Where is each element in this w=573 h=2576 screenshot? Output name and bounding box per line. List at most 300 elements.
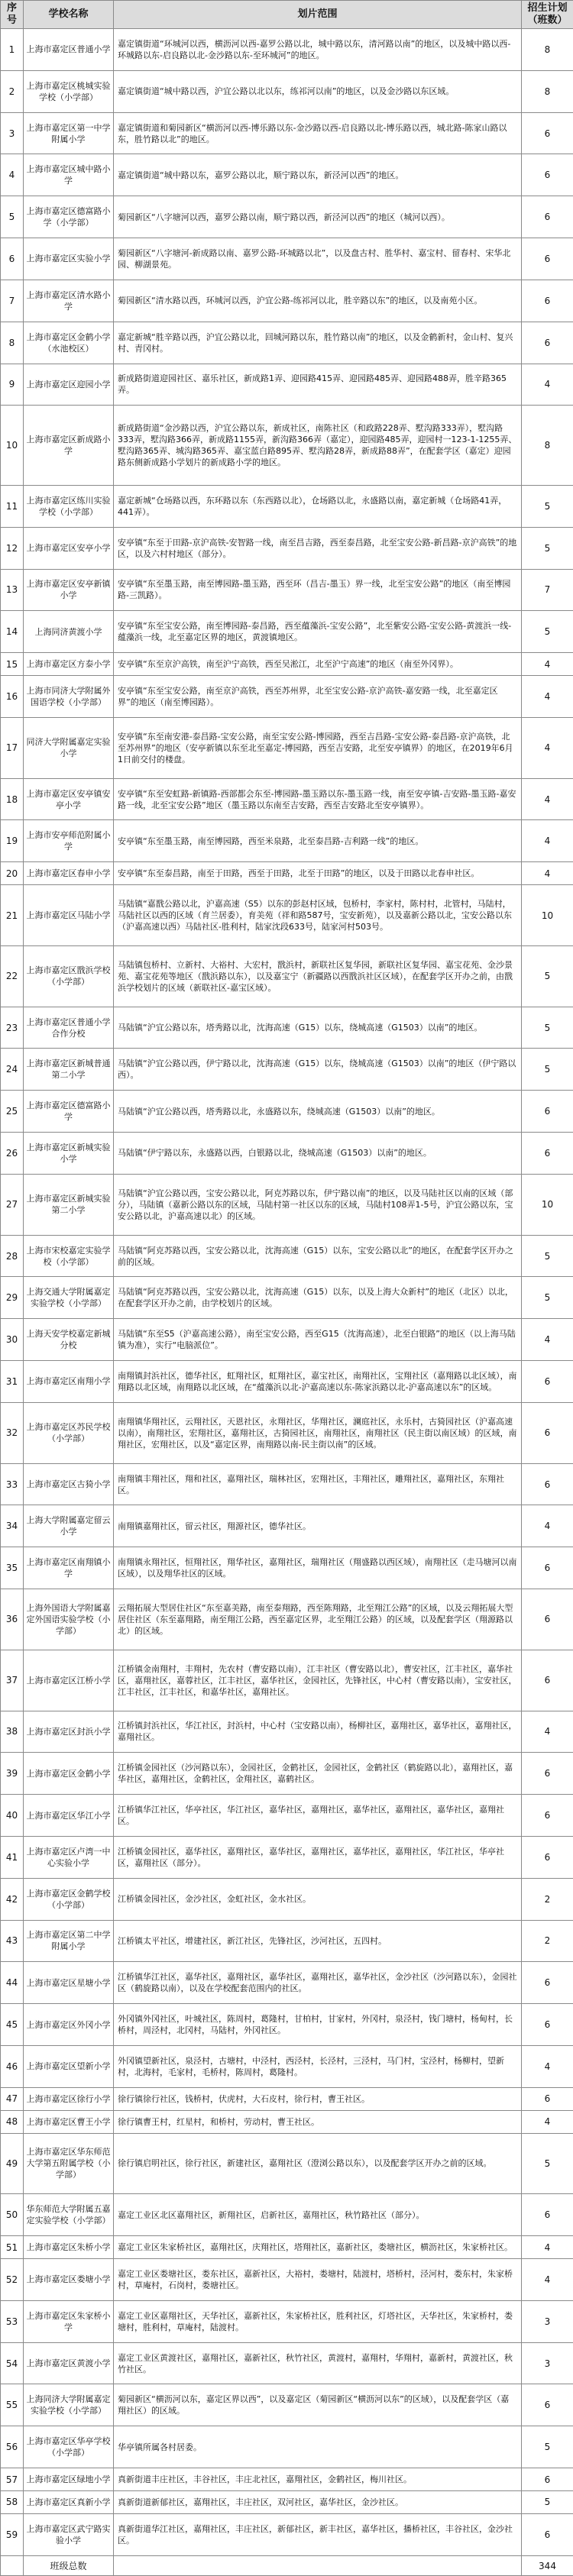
table-row — [1, 1920, 573, 1962]
row-seq: 15 — [1, 653, 24, 676]
row-school-name: 上海市嘉定区马陆小学 — [24, 885, 114, 946]
table-row — [1, 1836, 573, 1878]
row-quota: 5 — [522, 1235, 573, 1277]
table-row — [1, 2300, 573, 2342]
row-school-name: 上海市嘉定区迎园小学 — [24, 364, 114, 406]
table-row — [1, 1049, 573, 1091]
row-seq: 12 — [1, 527, 24, 569]
row-quota: 6 — [522, 238, 573, 280]
row-quota: 6 — [522, 1133, 573, 1175]
row-quota: 4 — [522, 862, 573, 885]
row-seq: 30 — [1, 1319, 24, 1361]
row-quota: 4 — [522, 676, 573, 718]
total-spacer-area — [114, 2556, 522, 2576]
row-school-name: 上海天安学校嘉定新城分校 — [24, 1319, 114, 1361]
row-quota: 6 — [522, 1361, 573, 1403]
row-quota: 6 — [522, 2468, 573, 2491]
row-seq: 14 — [1, 611, 24, 653]
row-seq: 19 — [1, 820, 24, 862]
row-seq: 38 — [1, 1711, 24, 1753]
row-quota: 6 — [522, 2384, 573, 2426]
row-seq: 46 — [1, 2046, 24, 2088]
row-quota: 6 — [522, 1547, 573, 1589]
row-area: 马陆镇“嘉戬公路以北，沪嘉高速（S5）以东的彭赵村区域，包桥村，李家村，陈村村，北管村，马陆村，马陆社区以西的区域（育兰居委），育美苑（祥和路587号，宝安新苑），以及嘉新公路以北，宝安公路以东（沪嘉高速以西）马陆社区-胜利村，陆家沈段633号，陆家河村503号。 — [114, 885, 522, 946]
table-row — [1, 569, 573, 611]
row-quota: 4 — [522, 717, 573, 778]
row-quota: 8 — [522, 29, 573, 71]
row-area: 真新街道新郁社区，嘉翔社区，丰庄社区，双河社区，嘉华社区，金沙社区。 — [114, 2490, 522, 2513]
row-school-name: 上海市嘉定区南翔镇小学 — [24, 1547, 114, 1589]
row-area: 江桥镇金南翔村，丰翔村，先农村（曹安路以南），江丰社区（曹安路以北），曹安社区，江丰社区，嘉华社区，嘉翔社区，嘉蓉社区，江丰社区，嘉华社区，金园社区，先锋社区，中心村（曹安路以南），宝安社区，江丰社区，江丰社区，和嘉华社区，嘉翔社区。 — [114, 1650, 522, 1711]
row-quota: 2 — [522, 1878, 573, 1920]
row-seq: 44 — [1, 1962, 24, 2004]
row-area: 徐行镇启明社区，徐行社区，新建社区，嘉翔社区（澄浏公路以东），以及配套学区开办之前的区域。 — [114, 2133, 522, 2194]
row-quota: 4 — [522, 2236, 573, 2259]
row-quota: 6 — [522, 112, 573, 154]
table-row — [1, 2490, 573, 2513]
row-quota: 5 — [522, 527, 573, 569]
row-quota: 10 — [522, 885, 573, 946]
table-row — [1, 676, 573, 718]
row-area: 马陆镇“沪宜公路以西，宝安公路以北，阿克苏路以东，伊宁路以南”的地区，以及马陆社区以南的区域（部分），马陆镇（嘉新公路以东的区域，马陆村第一社区以东的区域，马陆村108弄1-5号，沪宜公路以东，宝安公路以北，沪嘉高速以北）的区域。 — [114, 1174, 522, 1235]
table-row — [1, 1878, 573, 1920]
row-quota: 6 — [522, 2513, 573, 2555]
row-quota: 5 — [522, 485, 573, 527]
row-quota: 6 — [522, 1589, 573, 1650]
table-row — [1, 1463, 573, 1505]
row-school-name: 上海市嘉定区新城普通第二小学 — [24, 1049, 114, 1091]
row-school-name: 上海市嘉定区朱桥小学 — [24, 2236, 114, 2259]
row-seq: 27 — [1, 1174, 24, 1235]
table-row — [1, 2110, 573, 2133]
row-quota: 6 — [522, 1091, 573, 1133]
row-area: 嘉定工业区嘉翔社区，天华社区，嘉新社区，朱家桥社区，胜利社区，灯塔社区，天华社区，朱家桥村，娄塘村，胜利村，草庵村，陆渡村。 — [114, 2300, 522, 2342]
row-school-name: 上海市嘉定区绿地小学 — [24, 2468, 114, 2491]
row-area: 嘉定镇街道和菊园新区“横沥河以西-博乐路以东-金沙路以西-启良路以北-博乐路以西，城北路-陈家山路以东，胜竹路以北”的地区。 — [114, 112, 522, 154]
row-quota: 6 — [522, 280, 573, 322]
row-seq: 35 — [1, 1547, 24, 1589]
table-row — [1, 611, 573, 653]
row-area: 菊园新区“横沥河以东，嘉定区界以西”，以及嘉定区（菊园新区“横沥河以东”的区域），以及配套学区（嘉翔社区）的区域。 — [114, 2384, 522, 2426]
total-spacer — [1, 2556, 24, 2576]
row-area: 徐行镇曹王村，红星村，和桥村，劳动村，曹王社区。 — [114, 2110, 522, 2133]
table-row — [1, 1402, 573, 1463]
row-area: 安亭镇“东至泰昌路，南至于田路，西至于田路，北至于田路”的地区，以及于田路以北春申社区。 — [114, 862, 522, 885]
row-quota: 6 — [522, 2194, 573, 2236]
row-school-name: 上海市宋校嘉定实验学校（小学部） — [24, 1235, 114, 1277]
table-row — [1, 406, 573, 486]
row-quota: 5 — [522, 1007, 573, 1049]
row-quota: 6 — [522, 1962, 573, 2004]
row-seq: 9 — [1, 364, 24, 406]
row-seq: 49 — [1, 2133, 24, 2194]
row-quota: 6 — [522, 196, 573, 238]
row-seq: 24 — [1, 1049, 24, 1091]
row-seq: 22 — [1, 945, 24, 1007]
row-school-name: 上海市嘉定区安亭小学 — [24, 527, 114, 569]
header-school: 学校名称 — [24, 1, 114, 29]
row-school-name: 上海市嘉定区安亭镇安亭小学 — [24, 778, 114, 820]
total-row — [1, 2556, 573, 2576]
row-school-name: 上海市嘉定区普通小学 — [24, 29, 114, 71]
table-row — [1, 527, 573, 569]
row-area: 安亭镇“东至南安港-泰昌路-宝安公路，南至宝安公路-博园路，西至吉昌路-宝安公路-泰昌路-京沪高铁，北至苏州界”的地区（安亭新镇以东至北至嘉定-博园路，西至吉安路，北至安亭镇界）的地区，在2019年6月1日前交付的楼盘。 — [114, 717, 522, 778]
row-seq: 8 — [1, 322, 24, 364]
row-quota: 7 — [522, 569, 573, 611]
row-area: 马陆镇“沪宜公路以西，伊宁路以北，沈海高速（G15）以东，绕城高速（G1503）以南”的地区（伊宁路以西）。 — [114, 1049, 522, 1091]
table-row — [1, 2236, 573, 2259]
row-area: 马陆镇“阿克苏路以西，宝安公路以北，沈海高速（G15）以东，以及上海大众新村”的地区（北区）以北，在配套学区开办之前，由学校划片的区域。 — [114, 1277, 522, 1319]
row-school-name: 上海市嘉定区新城实验小学 — [24, 1133, 114, 1175]
row-seq: 42 — [1, 1878, 24, 1920]
row-quota: 10 — [522, 1174, 573, 1235]
table-row — [1, 1361, 573, 1403]
row-quota: 5 — [522, 2133, 573, 2194]
table-row — [1, 70, 573, 112]
row-area: 南翔镇封浜社区，德华社区，虹翔社区，虹翔社区，嘉宝社区，南翔社区，宝翔社区（嘉翔路以北区域），南翔路以北区域，南翔路以北区域，在“蕴藻浜以北-沪嘉高速以东-陈家浜路以北-沪嘉高速以东”的区域。 — [114, 1361, 522, 1403]
row-school-name: 上海市嘉定区德富路小学（小学部） — [24, 196, 114, 238]
row-quota: 4 — [522, 820, 573, 862]
total-value: 344 — [522, 2556, 573, 2576]
row-seq: 31 — [1, 1361, 24, 1403]
row-area: 嘉定工业区北区嘉翔社区，新翔社区，启新社区，嘉翔社区，秋竹路社区（部分）。 — [114, 2194, 522, 2236]
row-seq: 20 — [1, 862, 24, 885]
row-school-name: 上海外国语大学附属嘉定外国语实验学校（小学部） — [24, 1589, 114, 1650]
row-area: 华亭镇所属各村居委。 — [114, 2426, 522, 2468]
table-row — [1, 2194, 573, 2236]
row-area: 真新街道华江社区，嘉翔社区，丰庄社区，新郁社区，新丰社区，嘉华社区，播桥社区，丰谷社区，金沙社区。 — [114, 2513, 522, 2555]
row-area: 江桥镇封浜社区，华江社区，封浜村，中心村（宝安路以南），杨柳社区，嘉翔社区，嘉华社区，嘉翔社区，嘉翔社区。 — [114, 1711, 522, 1753]
row-quota: 6 — [522, 322, 573, 364]
row-seq: 28 — [1, 1235, 24, 1277]
row-area: 马陆镇“沪宜公路以东，塔秀路以北，沈海高速（G15）以东，绕城高速（G1503）以南”的地区。 — [114, 1007, 522, 1049]
row-school-name: 上海市嘉定区安亭新镇小学 — [24, 569, 114, 611]
row-area: 安亭镇“东至安虹路-新镇路-西部都会东至-博园路-墨玉路以东-墨玉路一线，南至安亭镇-吉安路-墨玉路-嘉安路一线，北至宝安公路”地区（墨玉路以东南至吉安路，西至吉安路北至安亭镇界）。 — [114, 778, 522, 820]
row-school-name: 上海市嘉定区朱家桥小学 — [24, 2300, 114, 2342]
row-area: 嘉定工业区朱家桥社区，嘉翔社区，庆翔社区，塔翔社区，嘉新社区，娄塘社区，横沥社区，朱家桥社区。 — [114, 2236, 522, 2259]
row-seq: 53 — [1, 2300, 24, 2342]
row-seq: 45 — [1, 2004, 24, 2046]
row-quota: 5 — [522, 611, 573, 653]
table-row — [1, 29, 573, 71]
row-school-name: 上海市嘉定区新城实验第二小学 — [24, 1174, 114, 1235]
row-seq: 26 — [1, 1133, 24, 1175]
row-area: 外冈镇望新社区，泉泾村，古塘村，中泾村，西泾村，长泾村，三泾村，马门村，宝泾村，杨柳村，望新村，北海村，毛家村，毛桥村，陈周村，葛隆村。 — [114, 2046, 522, 2088]
row-area: 真新街道丰庄社区，丰谷社区，丰庄北社区，嘉翔社区，金鹤社区，梅川社区。 — [114, 2468, 522, 2491]
table-row — [1, 154, 573, 196]
row-school-name: 上海市嘉定区第一中学附属小学 — [24, 112, 114, 154]
row-school-name: 上海市嘉定区星塘小学 — [24, 1962, 114, 2004]
row-school-name: 上海市嘉定区金鹤学校（小学部） — [24, 1878, 114, 1920]
row-school-name: 上海市嘉定区清水路小学 — [24, 280, 114, 322]
row-school-name: 上海同济大学附属嘉定实验学校（小学部） — [24, 2384, 114, 2426]
table-row — [1, 1277, 573, 1319]
row-area: 嘉定新城“仓场路以西，东环路以东（东西路以北），仓场路以北，永盛路以南，嘉定新城（仓场路41弄，441弄）。 — [114, 485, 522, 527]
row-area: 江桥镇金园社区（沙河路以东），金园社区，金鹤社区，金园社区，金鹤社区（鹤旋路以北），嘉翔社区，嘉华社区，嘉翔社区，金鹤社区，金翔社区，嘉鹤社区。 — [114, 1753, 522, 1795]
row-school-name: 同济大学附属嘉定实验小学 — [24, 717, 114, 778]
row-quota: 8 — [522, 406, 573, 486]
header-quota: 招生计划（班数） — [522, 1, 573, 29]
table-row — [1, 2384, 573, 2426]
row-area: 南翔镇嘉翔社区，留云社区，翔源社区，德华社区。 — [114, 1505, 522, 1547]
row-area: 马陆镇“伊宁路以东，永盛路以西，白银路以北，绕城高速（G1503）以南”的地区。 — [114, 1133, 522, 1175]
row-seq: 6 — [1, 238, 24, 280]
row-area: 菊园新区“八字塘河-新成路以南、嘉罗公路-环城路以北”，以及盘古村、胜华村、嘉宝村、留春村、宋华北园、柳湖景苑。 — [114, 238, 522, 280]
row-quota: 5 — [522, 2490, 573, 2513]
table-row — [1, 2468, 573, 2491]
row-quota: 5 — [522, 945, 573, 1007]
table-row — [1, 1505, 573, 1547]
row-seq: 23 — [1, 1007, 24, 1049]
table-row — [1, 2426, 573, 2468]
row-area: 新成路街道迎园社区、嘉乐社区，新成路1弄、迎园路415弄、迎园路485弄、迎园路488弄，胜辛路365弄。 — [114, 364, 522, 406]
row-school-name: 上海市嘉定区封浜小学 — [24, 1711, 114, 1753]
row-area: 江桥镇太平社区，增建社区，新江社区，先锋社区，沙河社区，五四村。 — [114, 1920, 522, 1962]
table-row — [1, 717, 573, 778]
row-quota: 6 — [522, 1836, 573, 1878]
row-quota: 4 — [522, 2259, 573, 2301]
row-seq: 36 — [1, 1589, 24, 1650]
table-row — [1, 1319, 573, 1361]
row-seq: 1 — [1, 29, 24, 71]
table-row — [1, 820, 573, 862]
row-area: 南翔镇永翔社区，恒翔社区，翔华社区，嘉翔社区，瑞翔社区（翔盛路以西区域），南翔社区（走马塘河以南区域），以及翔华社区的区域。 — [114, 1547, 522, 1589]
row-school-name: 上海市嘉定区春申小学 — [24, 862, 114, 885]
row-area: 嘉定工业区黄渡社区，嘉翔社区，嘉新社区，秋竹社区，黄渡村，嘉翔村，华翔村，嘉新村，黄渡社区，秋竹社区。 — [114, 2342, 522, 2384]
table-row — [1, 364, 573, 406]
header-seq: 序号 — [1, 1, 24, 29]
row-area: 嘉定新城“胜辛路以西，沪宜公路以北，回城河路以东，胜竹路以南”的地区，以及金鹤新村，金山村、复兴村、青冈村。 — [114, 322, 522, 364]
row-area: 江桥镇金园社区，嘉华社区，嘉翔社区，嘉华社区，嘉翔社区，嘉华社区，嘉翔社区，华江社区，华亭社区，嘉翔社区（部分）。 — [114, 1836, 522, 1878]
row-school-name: 上海市嘉定区华江小学 — [24, 1795, 114, 1837]
row-area: 南翔镇丰翔社区，翔和社区，嘉翔社区，瑞林社区，宏翔社区，丰翔社区，雕翔社区，嘉翔社区，东翔社区。 — [114, 1463, 522, 1505]
row-area: 江桥镇华江社区，嘉华社区，嘉翔社区，嘉华社区，嘉翔社区，嘉华社区，金沙社区（沙河路以东），金园社区（鹤旋路以南），以及在学校配套范围内的社区。 — [114, 1962, 522, 2004]
row-quota: 4 — [522, 364, 573, 406]
table-row — [1, 2087, 573, 2110]
table-row — [1, 862, 573, 885]
row-school-name: 上海市安亭师范附属小学 — [24, 820, 114, 862]
table-row — [1, 1091, 573, 1133]
row-school-name: 上海市嘉定区曹王小学 — [24, 2110, 114, 2133]
row-seq: 2 — [1, 70, 24, 112]
row-school-name: 上海市嘉定区娄塘小学 — [24, 2259, 114, 2301]
row-quota: 4 — [522, 778, 573, 820]
table-row — [1, 2004, 573, 2046]
row-quota: 4 — [522, 653, 573, 676]
row-area: 徐行镇徐行社区，钱桥村，伏虎村，大石皮村，徐行村，曹王社区。 — [114, 2087, 522, 2110]
row-seq: 32 — [1, 1402, 24, 1463]
row-quota: 5 — [522, 2426, 573, 2468]
row-school-name: 上海市嘉定区苏民学校（小学部） — [24, 1402, 114, 1463]
table-row — [1, 1589, 573, 1650]
row-seq: 11 — [1, 485, 24, 527]
row-school-name: 上海市嘉定区德富路小学 — [24, 1091, 114, 1133]
row-school-name: 上海市嘉定区戬浜学校（小学部） — [24, 945, 114, 1007]
row-school-name: 上海市嘉定区华东师范大学第五附属学校（小学部） — [24, 2133, 114, 2194]
row-seq: 34 — [1, 1505, 24, 1547]
row-school-name: 上海市嘉定区第二中学附属小学 — [24, 1920, 114, 1962]
table-row — [1, 1650, 573, 1711]
row-quota: 6 — [522, 2087, 573, 2110]
table-row — [1, 1795, 573, 1837]
row-seq: 55 — [1, 2384, 24, 2426]
row-seq: 5 — [1, 196, 24, 238]
table-row — [1, 485, 573, 527]
row-quota: 3 — [522, 2342, 573, 2384]
row-area: 安亭镇“东至宝安公路，南至博园路-泰昌路，西至蕴藻浜-宝安公路”，北至紫安公路-宝安公路-黄渡浜一线-蕴藻浜一线，北至嘉定区界的地区，黄渡镇地区。 — [114, 611, 522, 653]
row-area: 马陆镇包桥村、立新村、大裕村、大宏村，戬浜村，新联社区复华园，新联社区复华园、嘉宝花苑、金沙景苑、嘉宝花苑等地区（戬浜路以东），以及嘉宝宁（新疆路以西戬浜社区区域），在配套学区开办之前，由戬浜学校划片的区域（新联社区-嘉宝区域）。 — [114, 945, 522, 1007]
row-quota: 4 — [522, 2046, 573, 2088]
row-seq: 18 — [1, 778, 24, 820]
row-school-name: 上海市嘉定区桃城实验学校（小学部） — [24, 70, 114, 112]
row-seq: 33 — [1, 1463, 24, 1505]
table-row — [1, 1235, 573, 1277]
table-row — [1, 1753, 573, 1795]
row-seq: 37 — [1, 1650, 24, 1711]
row-seq: 21 — [1, 885, 24, 946]
row-seq: 3 — [1, 112, 24, 154]
row-seq: 58 — [1, 2490, 24, 2513]
table-row — [1, 885, 573, 946]
row-school-name: 上海市嘉定区金鹤小学 — [24, 1753, 114, 1795]
table-row — [1, 1007, 573, 1049]
row-quota: 5 — [522, 1049, 573, 1091]
table-row — [1, 322, 573, 364]
total-label: 班级总数 — [24, 2556, 114, 2576]
row-seq: 40 — [1, 1795, 24, 1837]
row-school-name: 上海市嘉定区南翔小学 — [24, 1361, 114, 1403]
row-school-name: 上海市嘉定区练川实验学校（小学部） — [24, 485, 114, 527]
row-school-name: 上海市嘉定区新成路小学 — [24, 406, 114, 486]
row-school-name: 上海市嘉定区外冈小学 — [24, 2004, 114, 2046]
row-quota: 6 — [522, 1650, 573, 1711]
row-area: 外冈镇外冈社区，叶城社区，陈周村，葛隆村，甘柏村，甘家村，外冈村，泉泾村，钱门塘村，杨甸村，长桥村，周泾村，北冈村，马陆村，外冈社区。 — [114, 2004, 522, 2046]
row-area: 安亭镇“东至于田路-京沪高铁-安智路一线，南至昌吉路，西至泰昌路，北至宝安公路-新昌路-京沪高铁”的地区，以及六村村地区（部分）。 — [114, 527, 522, 569]
row-seq: 47 — [1, 2087, 24, 2110]
row-seq: 39 — [1, 1753, 24, 1795]
row-area: 江桥镇华江社区，华亭社区，华江社区，嘉华社区，嘉翔社区，嘉华社区，嘉翔社区，嘉华社区，嘉翔社区。 — [114, 1795, 522, 1837]
row-area: 马陆镇“沪宜公路以西，塔秀路以北，永盛路以东，绕城高速（G1503）以南”的地区。 — [114, 1091, 522, 1133]
row-seq: 13 — [1, 569, 24, 611]
row-quota: 6 — [522, 1402, 573, 1463]
row-seq: 59 — [1, 2513, 24, 2555]
table-row — [1, 945, 573, 1007]
row-area: 嘉定镇街道“环城河以西，横沥河以西-嘉罗公路以北，城中路以东，清河路以南”的地区，以及城中路以西-环城路以东-启良路以北-金沙路以东-至环城河”的地区。 — [114, 29, 522, 71]
row-seq: 48 — [1, 2110, 24, 2133]
row-school-name: 上海市嘉定区望新小学 — [24, 2046, 114, 2088]
table-row — [1, 1962, 573, 2004]
row-quota: 4 — [522, 2110, 573, 2133]
table-row — [1, 1711, 573, 1753]
row-quota: 4 — [522, 1505, 573, 1547]
row-area: 菊园新区“清水路以西，环城河以西，沪宜公路-练祁河以北，胜辛路以东”的地区，以及南苑小区。 — [114, 280, 522, 322]
row-quota: 4 — [522, 1711, 573, 1753]
row-seq: 52 — [1, 2259, 24, 2301]
row-school-name: 上海市嘉定区徐行小学 — [24, 2087, 114, 2110]
row-seq: 43 — [1, 1920, 24, 1962]
row-area: 马陆镇“东至S5（沪嘉高速公路），南至宝安公路，西至G15（沈海高速），北至白银路”的地区（以上海马陆镇为准），实行“电脑派位”。 — [114, 1319, 522, 1361]
row-seq: 54 — [1, 2342, 24, 2384]
row-school-name: 上海市嘉定区真新小学 — [24, 2490, 114, 2513]
table-body — [1, 29, 573, 2556]
row-seq: 50 — [1, 2194, 24, 2236]
row-quota: 2 — [522, 1920, 573, 1962]
row-school-name: 上海市嘉定区古猗小学 — [24, 1463, 114, 1505]
row-seq: 16 — [1, 676, 24, 718]
table-row — [1, 238, 573, 280]
row-quota: 5 — [522, 1277, 573, 1319]
header-row — [1, 1, 573, 29]
row-area: 云翔拓展大型居住社区“东至嘉美路，南至泰翔路，西至陈翔路，北至翔江公路”的区域，以及云翔拓展大型居住社区（东至嘉翔路，南至翔江公路，西至嘉定区界，北至翔江公路）的区域，以及配套学区（翔源路以北）的区域。 — [114, 1589, 522, 1650]
row-area: 安亭镇“东至墨玉路，南至博园路-墨玉路，西至环（昌吉-墨玉）界一线，北至宝安公路”的地区（南至博园路-三凯路）。 — [114, 569, 522, 611]
row-school-name: 上海市嘉定区江桥小学 — [24, 1650, 114, 1711]
row-school-name: 上海市嘉定区黄渡小学 — [24, 2342, 114, 2384]
row-area: 江桥镇金园社区，金沙社区，金虹社区，金水社区。 — [114, 1878, 522, 1920]
row-seq: 7 — [1, 280, 24, 322]
table-row — [1, 1133, 573, 1175]
row-seq: 41 — [1, 1836, 24, 1878]
row-school-name: 上海市嘉定区城中路小学 — [24, 154, 114, 196]
row-school-name: 上海市同济大学附属外国语学校（小学部） — [24, 676, 114, 718]
row-seq: 57 — [1, 2468, 24, 2491]
row-area: 嘉定镇街道“城中路以东，嘉罗公路以北，顺宁路以东，新泾河以西”的地区。 — [114, 154, 522, 196]
row-seq: 25 — [1, 1091, 24, 1133]
row-seq: 29 — [1, 1277, 24, 1319]
row-school-name: 上海市嘉定区金鹤小学（水池校区） — [24, 322, 114, 364]
row-school-name: 上海市嘉定区武宁路实验小学 — [24, 2513, 114, 2555]
table-row — [1, 2133, 573, 2194]
row-area: 南翔镇华翔社区，云翔社区，天恩社区，永翔社区，华翔社区，澜庭社区，永乐村，古猗园社区（沪嘉高速以南），南翔社区，宏翔社区，嘉翔社区，古猗园社区，南翔社区，南翔社区（民主街以南区域）的区域，南翔社区，宏翔社区，以及“嘉定区界，南翔路以南-民主街以南”的区域。 — [114, 1402, 522, 1463]
row-quota: 6 — [522, 2004, 573, 2046]
row-school-name: 上海市嘉定区实验小学 — [24, 238, 114, 280]
row-quota: 6 — [522, 1753, 573, 1795]
table-row — [1, 112, 573, 154]
row-school-name: 华东师范大学附属五嘉定实验学校（小学部） — [24, 2194, 114, 2236]
table-row — [1, 2259, 573, 2301]
row-school-name: 上海市嘉定区方泰小学 — [24, 653, 114, 676]
row-area: 嘉定工业区娄塘社区，娄东社区，嘉新社区，大裕村，娄塘村，陆渡村，塔桥村，泾河村，娄东村，朱家桥村，草庵村，石岗村，娄塘社区。 — [114, 2259, 522, 2301]
row-area: 安亭镇“东至宝安公路，南至京沪高铁，西至苏州界，北至宝安公路-京沪高铁-嘉安路一线，北至嘉定区界”的地区（南至博园路）。 — [114, 676, 522, 718]
row-quota: 6 — [522, 1795, 573, 1837]
row-school-name: 上海市嘉定区华亭学校（小学部） — [24, 2426, 114, 2468]
table-row — [1, 196, 573, 238]
row-seq: 10 — [1, 406, 24, 486]
header-area: 划片范围 — [114, 1, 522, 29]
row-quota: 6 — [522, 1463, 573, 1505]
row-area: 嘉定镇街道“城中路以西，沪宜公路以北以东，练祁河以南”的地区，以及金沙路以东区域。 — [114, 70, 522, 112]
row-quota: 3 — [522, 2300, 573, 2342]
table-row — [1, 2046, 573, 2088]
row-school-name: 上海交通大学附属嘉定实验学校（小学部） — [24, 1277, 114, 1319]
row-school-name: 上海同济黄渡小学 — [24, 611, 114, 653]
table-row — [1, 1547, 573, 1589]
row-school-name: 上海大学附属嘉定留云小学 — [24, 1505, 114, 1547]
table-row — [1, 653, 573, 676]
row-seq: 17 — [1, 717, 24, 778]
row-area: 马陆镇“阿克苏路以西，宝安公路以北，沈海高速（G15）以东，宝安公路以北”的地区，在配套学区开办之前的区域。 — [114, 1235, 522, 1277]
row-seq: 4 — [1, 154, 24, 196]
table-row — [1, 1174, 573, 1235]
row-area: 新成路街道“金沙路以西，沪宜公路以东，新成社区，南陈社区（和政路228弄、墅沟路333弄），墅沟路333弄，墅沟路366弄，新成路1155弄，新沟路366弄（嘉定），迎园路485弄，迎园村一123-1-1255弄、墅沟路365弄、城沟路365弄、嘉宝蓝白路895弄、墅沟路28弄，新成路88弄”，在配套学区（嘉定）迎园路东侧新成路小学划片的新成路小学的地区。 — [114, 406, 522, 486]
table-row — [1, 2342, 573, 2384]
row-school-name: 上海市嘉定区卢湾一中心实验小学 — [24, 1836, 114, 1878]
row-area: 安亭镇“东至墨玉路，南至博园路，西至米泉路，北至泰昌路-吉利路一线”的地区。 — [114, 820, 522, 862]
row-area: 安亭镇“东至京沪高铁，南至沪宁高铁，西至吴淞江，北至沪宁高速”的地区（南至外冈界）。 — [114, 653, 522, 676]
row-school-name: 上海市嘉定区普通小学合作分校 — [24, 1007, 114, 1049]
table-row — [1, 2513, 573, 2555]
row-area: 菊园新区“八字塘河以西，嘉罗公路以南，顺宁路以西，新泾河以西”的地区（城河以西）。 — [114, 196, 522, 238]
row-quota: 6 — [522, 154, 573, 196]
